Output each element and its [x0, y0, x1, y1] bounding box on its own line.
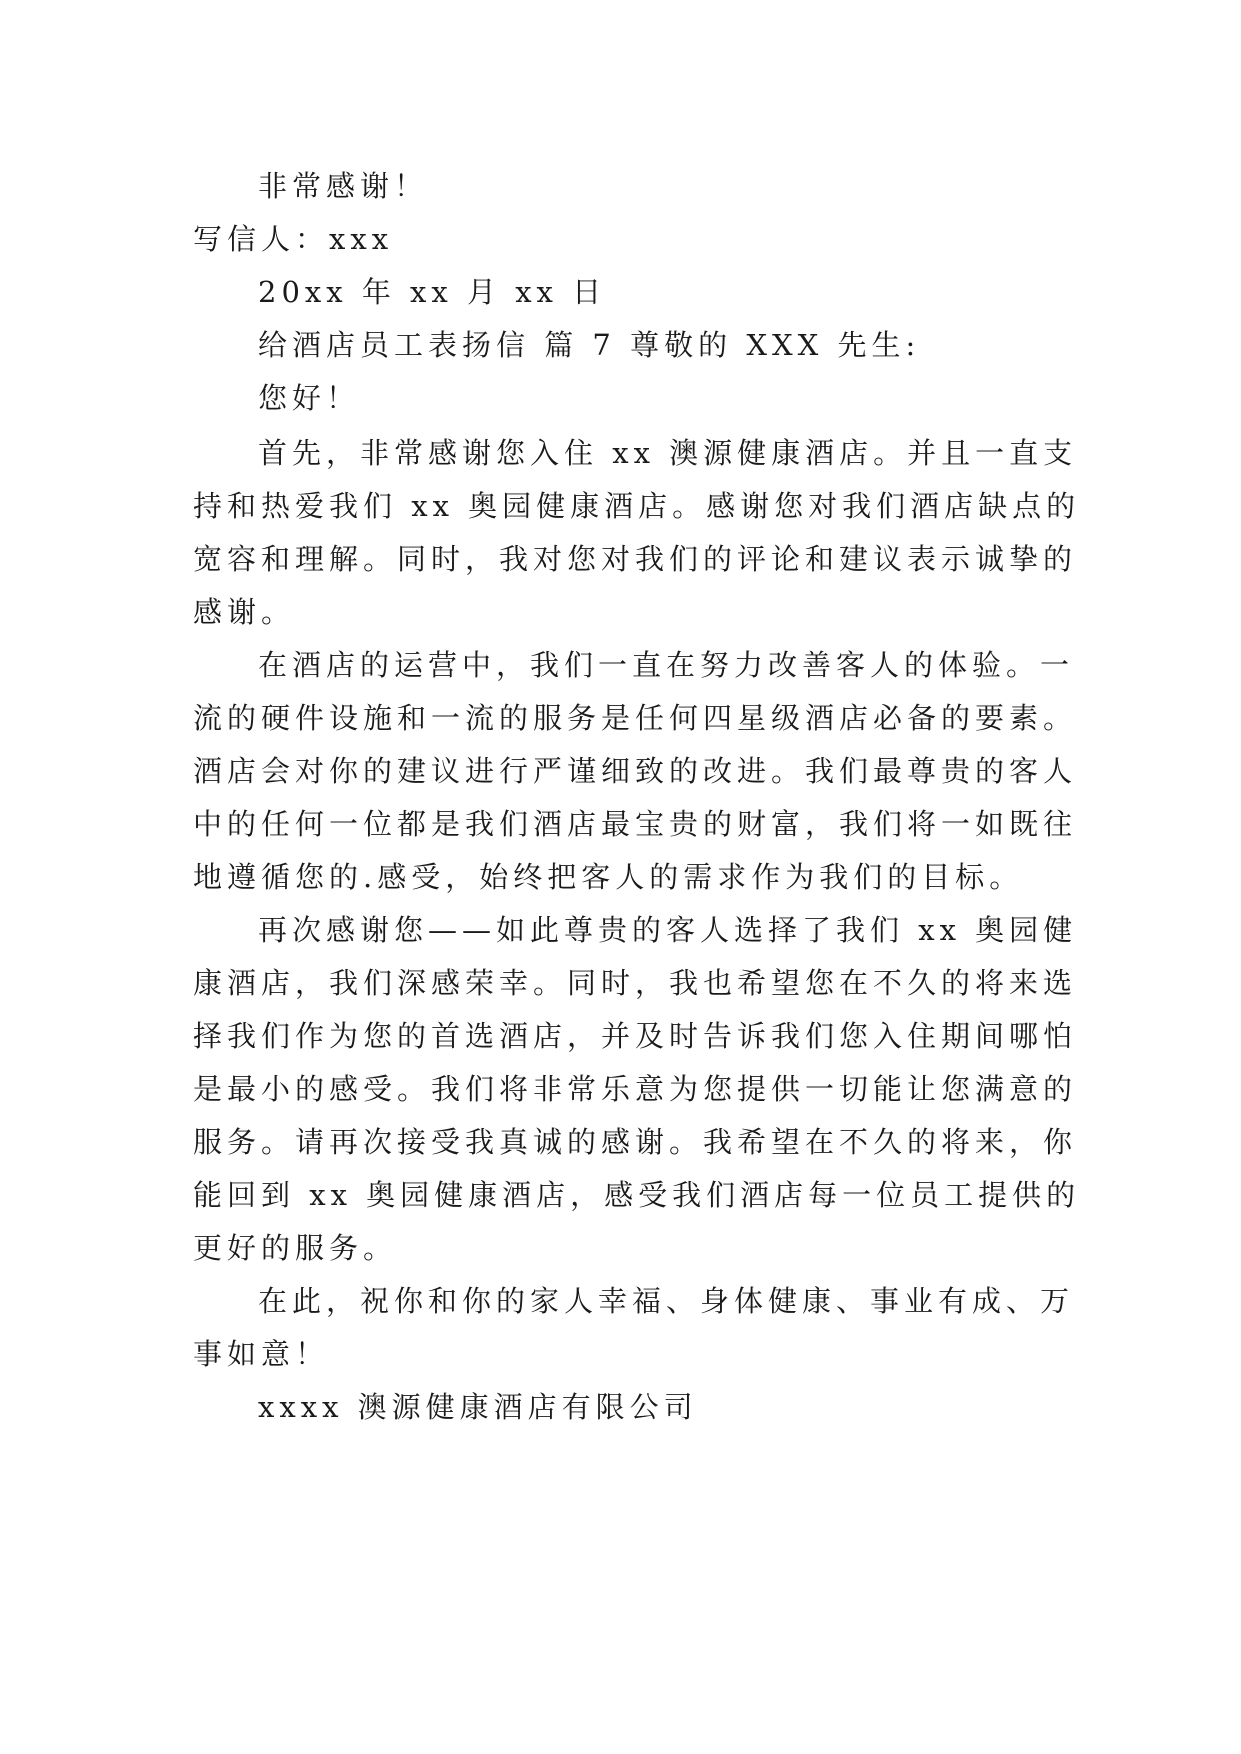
greeting-line: 您好！	[258, 381, 361, 415]
thanks-line: 非常感谢！	[258, 169, 429, 203]
body-line: 感谢。	[193, 595, 296, 629]
body-line: 首先，非常感谢您入住 xx 澳源健康酒店。并且一直支	[258, 436, 1078, 470]
body-line: 择我们作为您的首选酒店，并及时告诉我们您入住期间哪怕	[193, 1019, 1078, 1053]
body-line: 在此，祝你和你的家人幸福、身体健康、事业有成、万	[258, 1284, 1075, 1318]
body-line: 在酒店的运营中，我们一直在努力改善客人的体验。一	[258, 648, 1075, 682]
body-line: 事如意！	[193, 1337, 330, 1371]
body-line: 酒店会对你的建议进行严谨细致的改进。我们最尊贵的客人	[193, 754, 1078, 788]
body-line: 中的任何一位都是我们酒店最宝贵的财富，我们将一如既往	[193, 807, 1078, 841]
body-line: 更好的服务。	[193, 1231, 398, 1265]
writer-line: 写信人：xxx	[193, 222, 394, 256]
letter-heading: 给酒店员工表扬信 篇 7 尊敬的 XXX 先生:	[258, 328, 921, 362]
body-line: 是最小的感受。我们将非常乐意为您提供一切能让您满意的	[193, 1072, 1078, 1106]
signature-line: xxxx 澳源健康酒店有限公司	[258, 1390, 698, 1424]
body-line: 持和热爱我们 xx 奥园健康酒店。感谢您对我们酒店缺点的	[193, 489, 1081, 523]
body-line: 流的硬件设施和一流的服务是任何四星级酒店必备的要素。	[193, 701, 1078, 735]
body-line: 宽容和理解。同时，我对您对我们的评论和建议表示诚挚的	[193, 542, 1078, 576]
date-line: 20xx 年 xx 月 xx 日	[258, 275, 607, 309]
body-line: 康酒店，我们深感荣幸。同时，我也希望您在不久的将来选	[193, 966, 1078, 1000]
body-line: 再次感谢您——如此尊贵的客人选择了我们 xx 奥园健	[258, 913, 1078, 947]
body-line: 地遵循您的.感受，始终把客人的需求作为我们的目标。	[193, 860, 1024, 894]
body-line: 能回到 xx 奥园健康酒店，感受我们酒店每一位员工提供的	[193, 1178, 1081, 1212]
body-line: 服务。请再次接受我真诚的感谢。我希望在不久的将来，你	[193, 1125, 1078, 1159]
